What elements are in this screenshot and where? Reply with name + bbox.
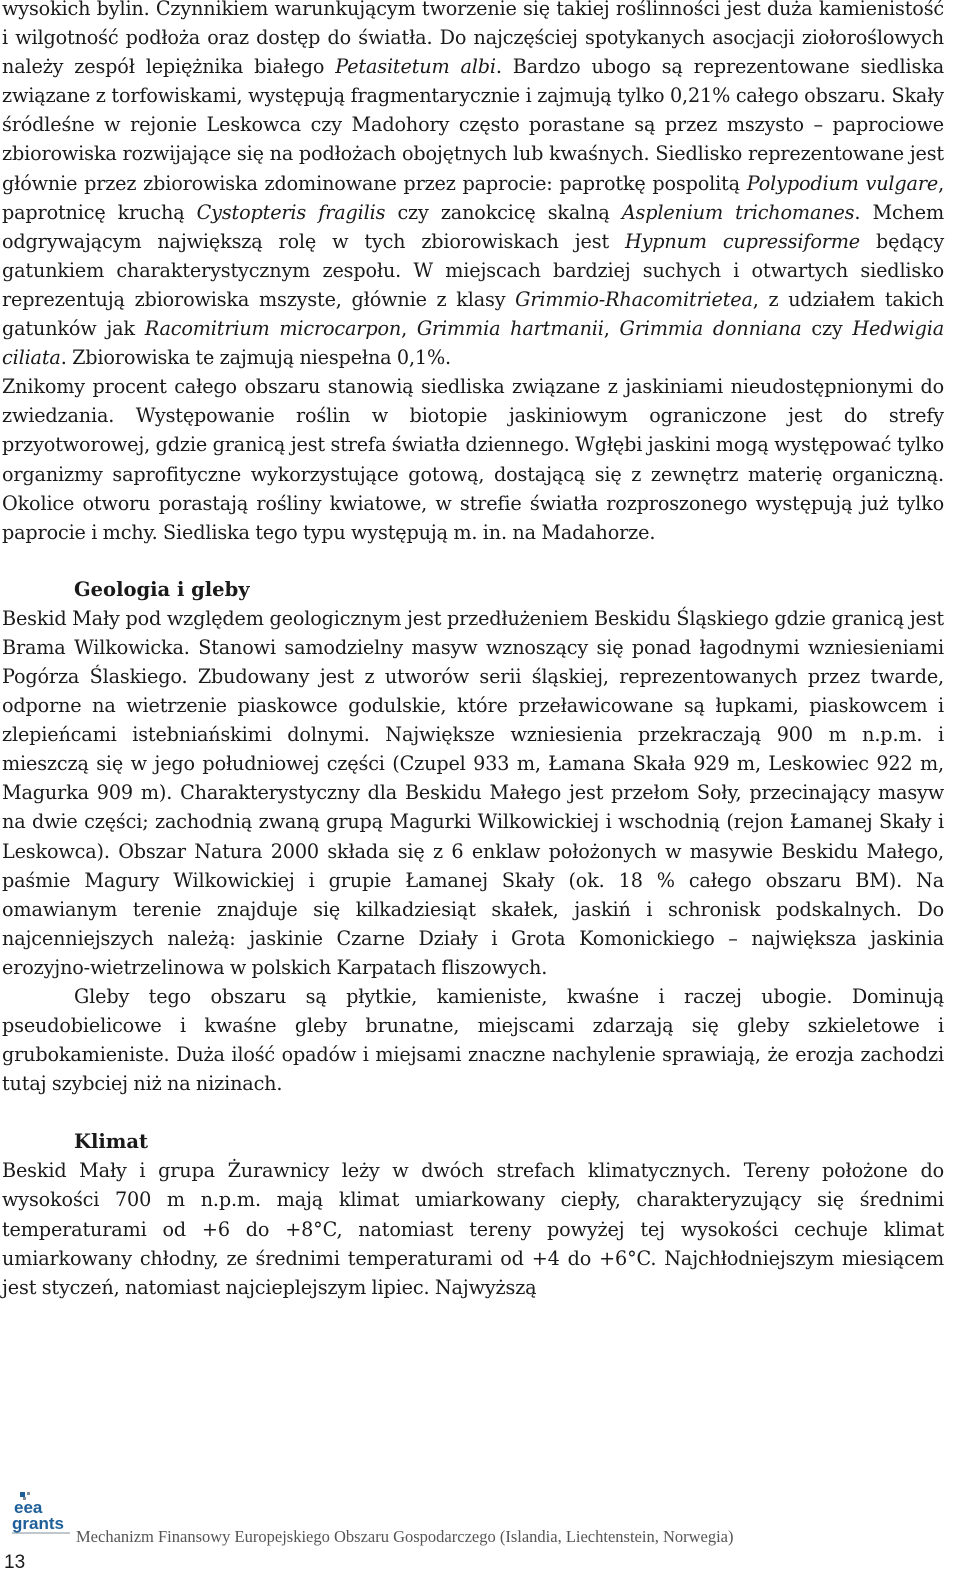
page-footer xyxy=(0,1490,960,1588)
footer-text: Mechanizm Finansowy Europejskiego Obszaru Gospodarczego (Islandia, Liechtenstein, Norwegia) xyxy=(76,1527,734,1546)
paragraph xyxy=(2,372,944,547)
species-name: Polypodium vulgare xyxy=(746,171,939,195)
text-run: , paprotnicę kruchą xyxy=(2,171,945,224)
section-heading-climate: Klimat xyxy=(74,1130,149,1154)
page-content xyxy=(2,0,944,1302)
text-run: czy xyxy=(801,317,853,341)
logo-text-eea: eea xyxy=(14,1498,43,1517)
text-run: . Zbiorowiska te zajmują niespełna 0,1%. xyxy=(60,346,451,370)
species-name: Grimmio-Rhacomitrietea xyxy=(515,287,753,311)
species-name: Cystopteris fragilis xyxy=(196,200,386,224)
eea-grants-logo xyxy=(8,1490,78,1540)
species-name: Grimmia hartmanii xyxy=(416,317,604,341)
species-name: Hedwigia ciliata xyxy=(2,317,944,370)
text-run: Znikomy procent całego obszaru stanowią siedliska związane z jaskiniami nieudostępnionymi do zwiedzania. Występowanie roślin w biotopie jaskiniowym ograniczone jest do strefy przyotworowej, gdzie granicą jest strefa światła dziennego. Wgłębi jaskini mogą występować tylko organizmy saprofityczne wykorzystujące gotową, dostającą się z zewnętrz materię organiczną. Okolice otworu porastają rośliny kwiatowe, w strefie światła rozproszonego występują już tylko paprocie i mchy. Siedliska tego typu występują m. in. na Madahorze. xyxy=(2,375,944,544)
text-run: , xyxy=(401,317,417,341)
page-number: 13 xyxy=(4,1552,26,1573)
species-name: Petasitetum albi xyxy=(335,55,496,79)
species-name: Grimmia donniana xyxy=(619,317,802,341)
paragraph xyxy=(2,0,944,372)
section-heading-geology: Geologia i gleby xyxy=(74,577,250,601)
text-run: Beskid Mały i grupa Żurawnicy leży w dwóch strefach klimatycznych. Tereny położone do wysokości 700 m n.p.m. mają klimat umiarkowany ciepły, charakteryzujący się średnimi temperaturami od +6 do +8°C, natomiast tereny powyżej tej wysokości cechuje klimat umiarkowany chłodny, ze średnimi temperaturami od +4 do +6°C. Najchłodniejszym miesiącem jest styczeń, natomiast najcieplejszym lipiec. Najwyższą xyxy=(2,1159,944,1299)
text-run: , xyxy=(603,317,620,341)
paragraph xyxy=(2,604,944,982)
text-run: . Mchem odgrywającym największą rolę w tych zbiorowiskach jest xyxy=(2,200,945,253)
paragraph xyxy=(2,1156,944,1301)
logo-text-grants: grants xyxy=(12,1514,64,1533)
text-run: będący gatunkiem charakterystycznym zespołu. W miejscach bardziej suchych i otwartych siedlisko reprezentują zbiorowiska mszyste, głównie z klasy xyxy=(2,229,945,311)
text-run: czy zanokcicę skalną xyxy=(385,200,622,224)
species-name: Asplenium trichomanes xyxy=(621,200,855,224)
text-run: Beskid Mały pod względem geologicznym jest przedłużeniem Beskidu Śląskiego gdzie granicą jest Brama Wilkowicka. Stanowi samodzielny masyw wznoszący się ponad łagodnymi wzniesieniami Pogórza Ślaskiego. Zbudowany jest z utworów serii śląskiej, reprezentowanych przez twarde, odporne na wietrzenie piaskowce godulskie, które przeławicowane są łupkami, piaskowcem i zlepieńcami istebniańskimi dolnymi. Największe wzniesienia przekraczają 900 m n.p.m. i mieszczą się w jego południowej części (Czupel 933 m, Łamana Skała 929 m, Leskowiec 922 m, Magurka 909 m). Charakterystyczny dla Beskidu Małego jest przełom Soły, przecinający masyw na dwie części; zachodnią zwaną grupą Magurki Wilkowickiej i wschodnią (rejon Łamanej Skały i Leskowca). Obszar Natura 2000 składa się z 6 enklaw położonych w masywie Beskidu Małego, paśmie Magury Wilkowickiej i grupie Łamanej Skały (ok. 18 % całego obszaru BM). Na omawianym terenie znajduje się kilkadziesiąt skałek, jaskiń i schronisk podskalnych. Do najcenniejszych należą: jaskinie Czarne Działy i Grota Komonickiego – największa jaskinia erozyjno-wietrzelinowa w polskich Karpatach fliszowych. xyxy=(2,606,944,979)
text-run: wysokich bylin. Czynnikiem warunkującym tworzenie się takiej roślinności jest duża kamienistość i wilgotność podłoża oraz dostęp do światła. Do najczęściej spotykanych asocjacji ziołoroślowych należy zespół lepiężnika białego xyxy=(2,0,944,79)
paragraph xyxy=(2,982,944,1098)
species-name: Racomitrium microcarpon xyxy=(144,317,402,341)
text-run: Gleby tego obszaru są płytkie, kamieniste, kwaśne i raczej ubogie. Dominują pseudobielicowe i kwaśne gleby brunatne, miejscami zdarzają się gleby szkieletowe i grubokamieniste. Duża ilość opadów i miejsami znaczne nachylenie sprawiają, że erozja zachodzi tutaj szybciej niż na nizinach. xyxy=(2,985,944,1096)
species-name: Hypnum cupressiforme xyxy=(624,229,860,253)
text-run: . Bardzo ubogo są reprezentowane siedliska związane z torfowiskami, występują fragmentarycznie i zajmują tylko 0,21% całego obszaru. Skały śródleśne w rejonie Leskowca czy Madohory często porastane są przez mszysto – paprociowe zbiorowiska rozwijające się na podłożach obojętnych lub kwaśnych. Siedlisko reprezentowane jest głównie przez zbiorowiska zdominowane przez paprocie: paprotkę pospolitą xyxy=(2,55,944,195)
text-run: , z udziałem takich gatunków jak xyxy=(2,287,944,341)
